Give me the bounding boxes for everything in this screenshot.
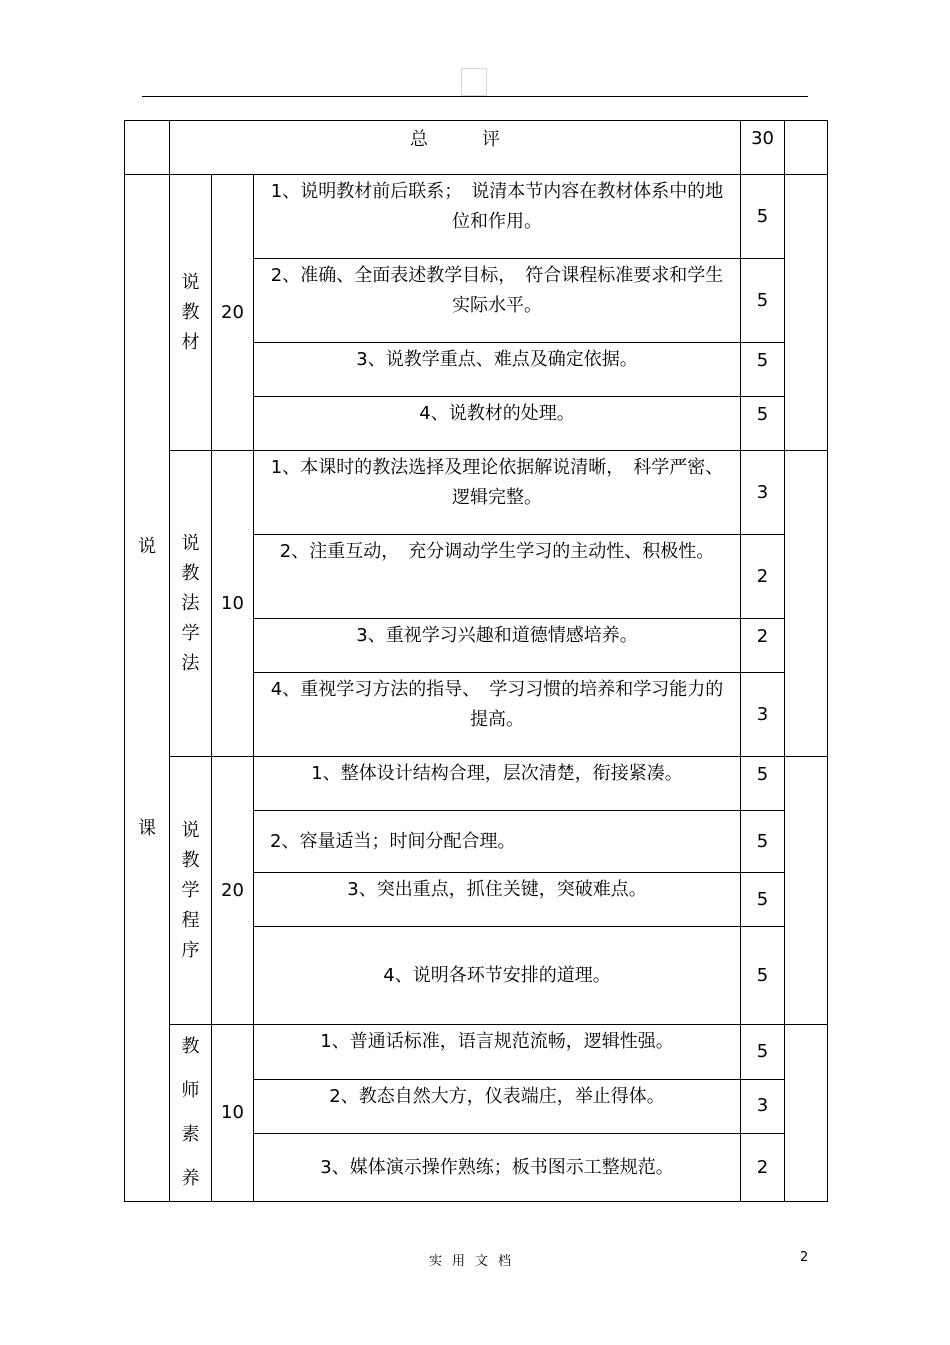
evaluation-table [124, 120, 828, 1202]
section-name-char: 法 [181, 592, 200, 614]
criterion-score: 5 [741, 927, 785, 1025]
section-name-char: 教 [181, 301, 200, 323]
main-category-char: 课 [138, 818, 156, 839]
blank-cell [785, 121, 828, 175]
section-name-char: 材 [181, 331, 200, 353]
table-row [125, 175, 828, 259]
blank-cell [785, 175, 828, 451]
criterion-text: 4、说明各环节安排的道理。 [254, 927, 741, 1025]
section-points: 20 [212, 175, 254, 451]
criterion-score: 5 [741, 259, 785, 343]
criterion-text: 2、容量适当；时间分配合理。 [254, 811, 741, 873]
section-name-char: 教 [181, 849, 200, 871]
section-name [170, 451, 212, 757]
blank-cell [785, 451, 828, 757]
criterion-score: 5 [741, 175, 785, 259]
header-rule [142, 96, 808, 97]
criterion-score: 2 [741, 535, 785, 619]
criterion-text: 3、媒体演示操作熟练；板书图示工整规范。 [254, 1134, 741, 1202]
section-name-char: 序 [181, 939, 200, 961]
criterion-score: 5 [741, 873, 785, 927]
section-name-char: 教 [181, 562, 200, 584]
footer-text: 实用文档 [428, 1254, 521, 1269]
blank-cell [785, 1025, 828, 1202]
table-row [125, 757, 828, 811]
table-row [125, 1025, 828, 1080]
criterion-text: 2、注重互动， 充分调动学生学习的主动性、积极性。 [254, 535, 741, 619]
section-points: 10 [212, 451, 254, 757]
criterion-score: 5 [741, 1025, 785, 1080]
section-name-char: 教 [181, 1036, 200, 1057]
main-category-char: 说 [138, 536, 156, 557]
criterion-text: 1、整体设计结构合理，层次清楚，衔接紧凑。 [254, 757, 741, 811]
summary-label: 总 评 [170, 121, 741, 175]
criterion-score: 5 [741, 757, 785, 811]
blank-cell [125, 121, 170, 175]
criterion-text: 3、说教学重点、难点及确定依据。 [254, 343, 741, 397]
section-name-char: 养 [181, 1168, 200, 1189]
criterion-text: 1、本课时的教法选择及理论依据解说清晰， 科学严密、逻辑完整。 [254, 451, 741, 535]
criterion-text: 2、教态自然大方，仪表端庄，举止得体。 [254, 1079, 741, 1134]
section-points: 10 [212, 1025, 254, 1202]
criterion-score: 5 [741, 343, 785, 397]
criterion-score: 2 [741, 619, 785, 673]
section-name [170, 175, 212, 451]
section-name-char: 说 [181, 819, 200, 841]
criterion-score: 2 [741, 1134, 785, 1202]
criterion-text: 2、准确、全面表述教学目标， 符合课程标准要求和学生实际水平。 [254, 259, 741, 343]
criterion-score: 3 [741, 673, 785, 757]
criterion-text: 1、说明教材前后联系； 说清本节内容在教材体系中的地位和作用。 [254, 175, 741, 259]
criterion-text: 1、普通话标准，语言规范流畅，逻辑性强。 [254, 1025, 741, 1080]
table-row [125, 451, 828, 535]
criterion-text: 4、说教材的处理。 [254, 397, 741, 451]
page-number: 2 [800, 1250, 809, 1265]
section-name [170, 1025, 212, 1202]
section-name-char: 说 [181, 271, 200, 293]
summary-row [125, 121, 828, 175]
section-name-char: 师 [181, 1080, 200, 1101]
blank-cell [785, 757, 828, 1025]
section-name-char: 素 [181, 1124, 200, 1145]
section-name [170, 757, 212, 1025]
summary-score: 30 [741, 121, 785, 175]
criterion-score: 3 [741, 1079, 785, 1134]
criterion-score: 5 [741, 811, 785, 873]
criterion-text: 3、重视学习兴趣和道德情感培养。 [254, 619, 741, 673]
section-name-char: 法 [181, 652, 200, 674]
section-name-char: 程 [181, 909, 200, 931]
section-name-char: 学 [181, 622, 200, 644]
criterion-text: 3、突出重点，抓住关键，突破难点。 [254, 873, 741, 927]
section-name-char: 说 [181, 532, 200, 554]
criterion-score: 5 [741, 397, 785, 451]
section-name-char: 学 [181, 879, 200, 901]
section-points: 20 [212, 757, 254, 1025]
criterion-score: 3 [741, 451, 785, 535]
criterion-text: 4、重视学习方法的指导、 学习习惯的培养和学习能力的提高。 [254, 673, 741, 757]
header-mark [461, 68, 487, 96]
main-category-cell [125, 175, 170, 1202]
